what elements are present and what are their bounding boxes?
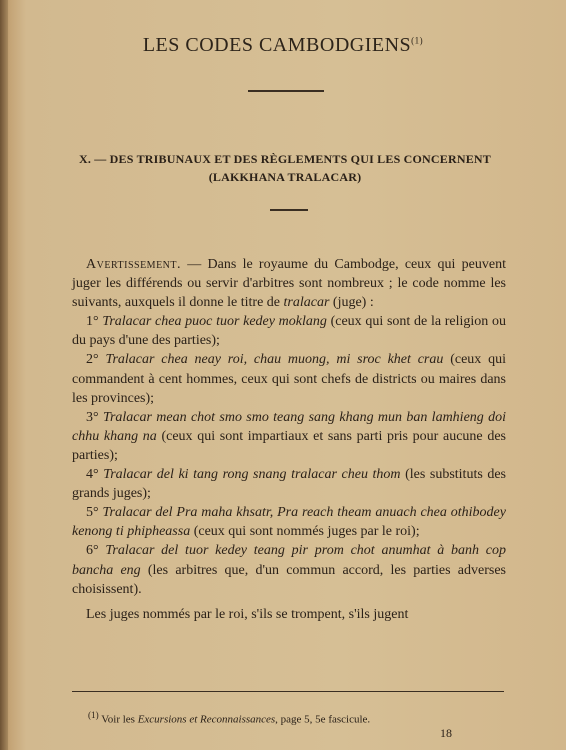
item-term: Tralacar del ki tang rong snang tralacar cheu thom: [103, 467, 401, 483]
item-term: Tralacar chea puoc tuor kedey moklang: [102, 314, 327, 330]
section-heading: [40, 150, 530, 186]
section-rule: [270, 209, 308, 211]
item-text: (les arbitres que, d'un commun accord, les parties adverses choisissent).: [72, 562, 506, 597]
item-number: 1°: [86, 314, 99, 330]
list-item: [72, 503, 506, 541]
item-text: (ceux qui sont impartiaux et sans parti pris pour aucune des parties);: [72, 428, 506, 463]
list-item: [72, 541, 506, 598]
list-item: [72, 465, 506, 503]
item-number: 4°: [86, 467, 99, 483]
intro-text: — Dans le royaume du Cambodge, ceux qui peuvent juger les différends ou servir d'arbitres sont nombreux ; le code nomme les suivants, auxquels il donne le titre de: [72, 257, 506, 311]
intro-after: (juge) :: [329, 295, 374, 311]
intro-term: tralacar: [283, 295, 330, 311]
item-text: (ceux qui commandent à cent hommes, ceux qui sont chefs de districts ou maires dans les provinces);: [72, 352, 507, 406]
page-spine: [0, 0, 8, 750]
list-item: [72, 312, 506, 350]
intro-label: Avertissement.: [86, 257, 182, 272]
page-title: [0, 34, 566, 57]
item-text: (ceux qui sont nommés juges par le roi);: [190, 524, 420, 540]
section-heading-line1: X. — DES TRIBUNAUX ET DES RÈGLEMENTS QUI LES CONCERNENT: [79, 152, 491, 166]
footnote: [88, 708, 508, 727]
intro-paragraph: [72, 255, 506, 312]
item-term: Tralacar del Pra maha khsatr, Pra reach theam anuach chea othibodey kenong ti phipheassa: [72, 505, 506, 540]
item-number: 3°: [86, 409, 99, 425]
footnote-suffix: , page 5, 5e fascicule.: [275, 713, 371, 726]
item-text: (les substituts des grands juges);: [72, 467, 507, 502]
footnote-work: Excursions et Reconnaissances: [137, 713, 276, 726]
footnote-prefix: Voir les: [98, 713, 138, 726]
title-note-mark: (1): [411, 35, 424, 46]
title-rule: [248, 90, 324, 92]
item-number: 2°: [86, 352, 99, 368]
item-term: Tralacar mean chot smo smo teang sang khang mun ban lamhieng doi chhu khang na: [72, 409, 507, 444]
page-number: 18: [440, 726, 452, 740]
section-heading-line2: (LAKKHANA TRALACAR): [208, 170, 362, 184]
item-number: 5°: [86, 505, 99, 521]
item-term: Tralacar del tuor kedey teang pir prom chot anumhat à banh cop bancha eng: [72, 543, 507, 578]
item-text: (ceux qui sont de la religion ou du pays d'une des parties);: [72, 314, 506, 349]
item-term: Tralacar chea neay roi, chau muong, mi sroc khet crau: [105, 352, 444, 368]
footnote-rule: [72, 691, 504, 692]
body-text: [72, 255, 506, 624]
last-paragraph: Les juges nommés par le roi, s'ils se trompent, s'ils jugent: [86, 606, 409, 622]
footnote-mark: (1): [88, 710, 99, 720]
item-number: 6°: [86, 543, 99, 559]
list-item: [72, 350, 506, 407]
list-item: [72, 408, 506, 465]
title-text: LES CODES CAMBODGIENS: [142, 34, 412, 56]
